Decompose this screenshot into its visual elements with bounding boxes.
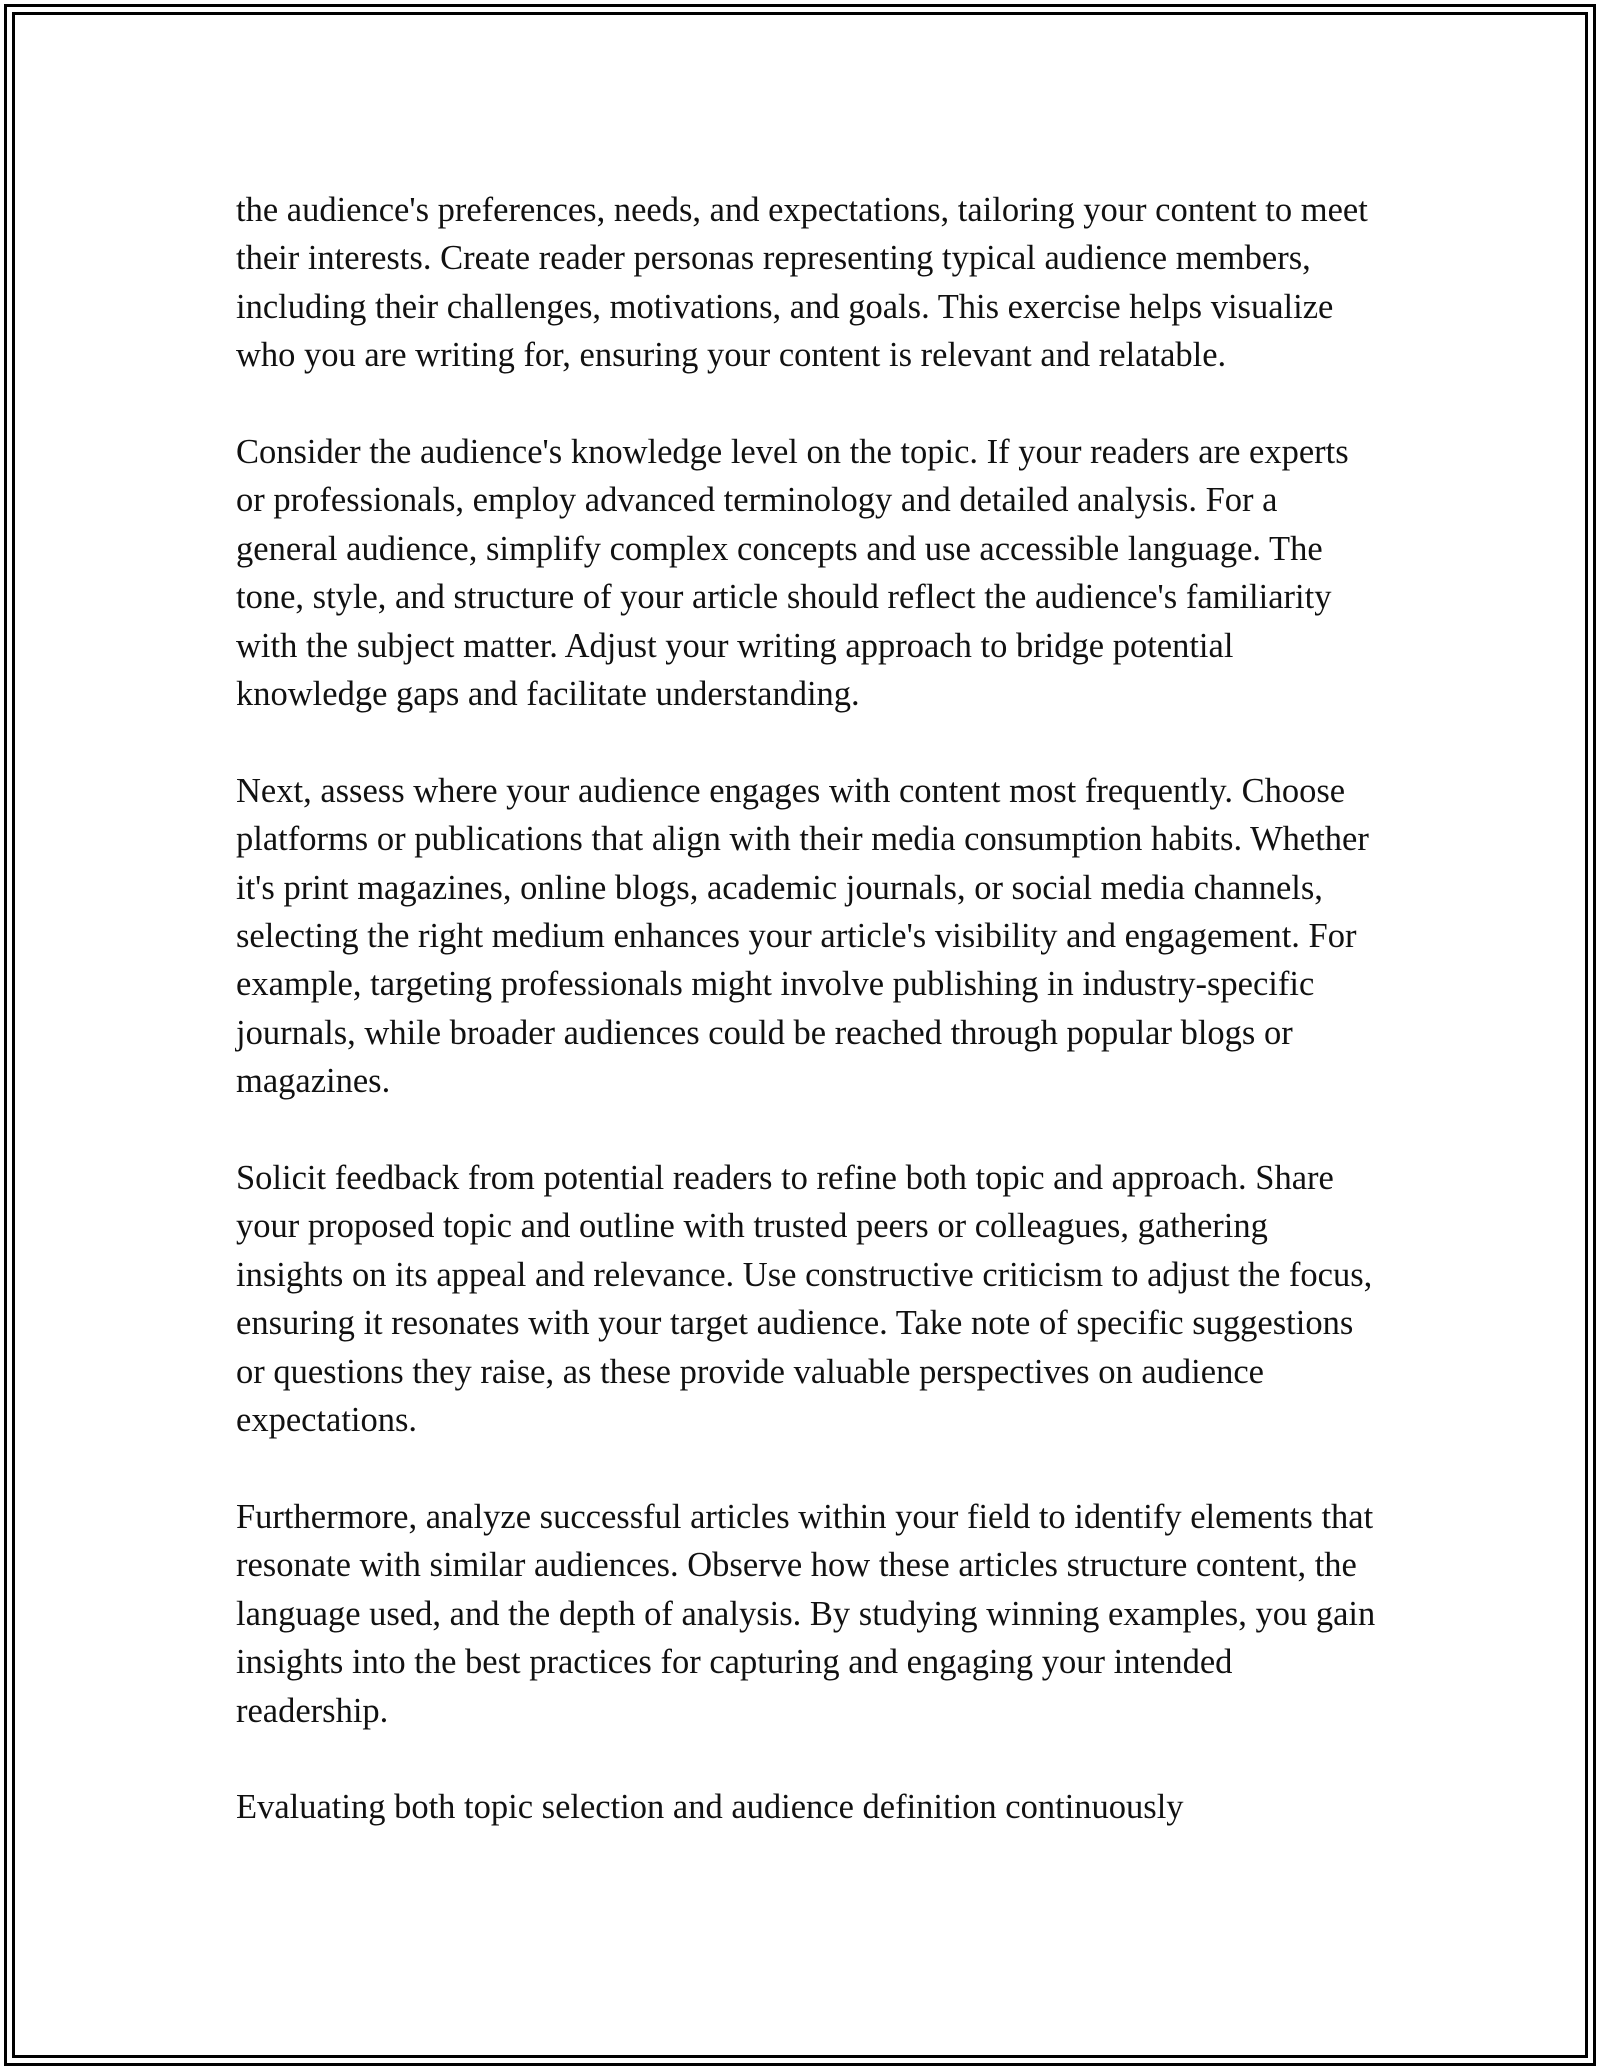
paragraph-5: Furthermore, analyze successful articles within your field to identify elements that resonate with similar audiences. Observe how these articles structure content, the language used, and the depth of analysis. By studying winning examples, you gain insights into the best practices for capturing and engaging your intended readership.	[236, 1497, 1376, 1730]
paragraph-1: the audience's preferences, needs, and expectations, tailoring your content to meet their interests. Create reader personas representing typical audience members, including their challenges, motivations, and goals. This exercise helps visualize who you are writing for, ensuring your content is relevant and relatable.	[236, 191, 1368, 375]
document-body	[236, 186, 1376, 1832]
paragraph-3: Next, assess where your audience engages with content most frequently. Choose platforms or publications that align with their media consumption habits. Whether it's print magazines, online blogs, academic journals, or social media channels, selecting the right medium enhances your article's visibility and engagement. For example, targeting professionals might involve publishing in industry-specific journals, while broader audiences could be reached through popular blogs or magazines.	[236, 771, 1369, 1101]
paragraph-4: Solicit feedback from potential readers to refine both topic and approach. Share your proposed topic and outline with trusted peers or colleagues, gathering insights on its appeal and relevance. Use constructive criticism to adjust the focus, ensuring it resonates with your target audience. Take note of specific suggestions or questions they raise, as these provide valuable perspectives on audience expectations.	[236, 1159, 1373, 1440]
paragraph-2: Consider the audience's knowledge level on the topic. If your readers are experts or professionals, employ advanced terminology and detailed analysis. For a general audience, simplify complex concepts and use accessible language. The tone, style, and structure of your article should reflect the audience's familiarity with the subject matter. Adjust your writing approach to bridge potential knowledge gaps and facilitate understanding.	[236, 433, 1349, 714]
paragraph-6: Evaluating both topic selection and audience definition continuously	[236, 1788, 1184, 1827]
